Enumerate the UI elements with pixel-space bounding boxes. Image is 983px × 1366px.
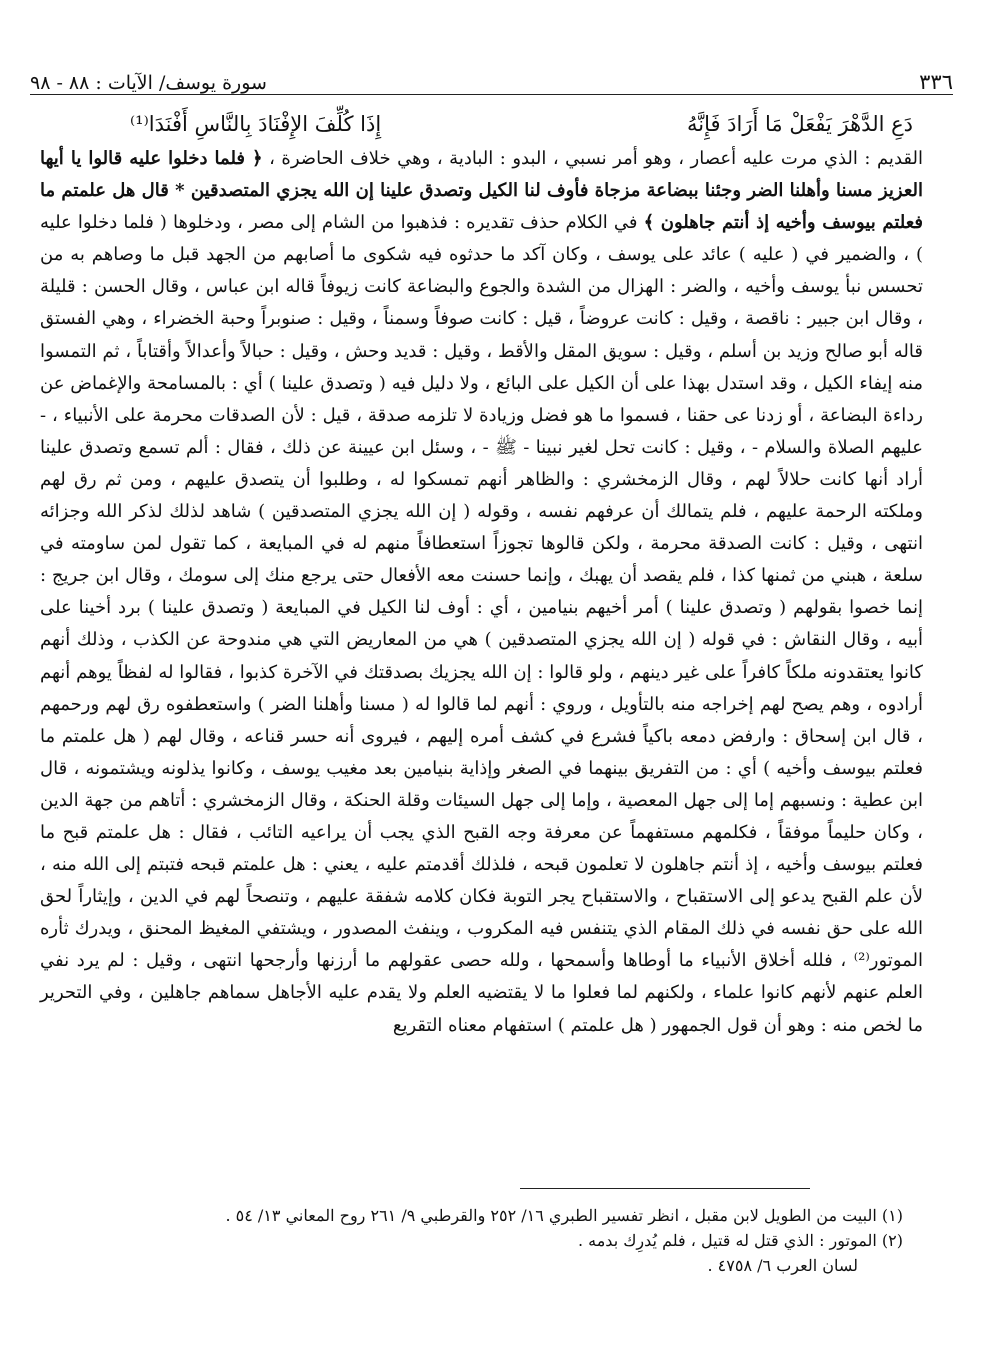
commentary-text (40, 143, 923, 1042)
page-header (30, 58, 953, 95)
footnotes (80, 1203, 903, 1278)
commentary-paragraph (40, 143, 923, 1042)
poetry-verse (130, 104, 913, 144)
verse-hemistich-second: إِذَا كُلِّفَ الإِفْنَادَ بِالنَّاسِ أَفْنَدَا⁽¹⁾ (130, 112, 382, 136)
text-segment-main: في الكلام حذف تقديره : فذهبوا من الشام إلى مصر ، ودخلوها ( فلما دخلوا عليه ) ، والضمير في ( عليه ) عائد على يوسف ، وكان آكد ما حدثوه فيه شكوى ما أصابهم من الجهد قبل ما وصاهم به من تحسس نبأ يوسف وأخيه ، والضر : الهزال من الشدة والجوع والبضاعة كانت زيوفاً قاله ابن عباس ، وقال الحسن : قليلة ، وقال ابن جبير : ناقصة ، وقيل : كانت عروضاً ، قيل : كانت صوفاً وسمناً ، وقيل : صنوبراً وحبة الخضراء ، وهي الفستق قاله أبو صالح وزيد بن أسلم ، وقيل : سويق المقل والأقط ، وقيل : قديد وحش ، وقيل : حبالاً وأعدالاً وأقتاباً ، ثم التمسوا منه إيفاء الكيل ، وقد استدل بهذا على أن الكيل على البائع ، ولا دليل فيه ( وتصدق علينا ) أي : بالمسامحة والإغماض عن رداءة البضاعة ، أو زدنا عى حقنا ، فسموا ما هو فضل وزيادة لا تلزمه صدقة ، قيل : لأن الصدقات محرمة على الأنبياء ، - عليهم الصلاة والسلام - ، وقيل : كانت تحل لغير نبينا - ﷺ - ، وسئل ابن عيينة عن ذلك ، فقال : ألم تسمع وتصدق علينا أراد أنها كانت حلالاً لهم ، وقال الزمخشري : والظاهر أنهم تمسكوا له ، وطلبوا أن يتصدق عليهم ، ومن ثم رق لهم وملكته الرحمة عليهم ، فلم يتمالك أن عرفهم نفسه ، وقوله ( إن الله يجزي المتصدقين ) شاهد لذلك لذكر الله وجزائه انتهى ، وقيل : كانت الصدقة محرمة ، ولكن قالوها تجوزاً استعطافاً منهم له في المبايعة ، كما تقول لمن ساومته في سلعة ، هبني من ثمنها كذا ، فلم يقصد أن يهبك ، وإنما حسنت معه الأفعال حتى يرجع منك إلى سومك ، وقال ابن جريج : إنما خصوا بقولهم ( وتصدق علينا ) أمر أخيهم بنيامين ، أي : أوف لنا الكيل في المبايعة ( وتصدق علينا ) برد أخينا على أبيه ، وقال النقاش : في قوله ( إن الله يجزي المتصدقين ) هي من المعاريض التي هي مندوحة عن الكذب ، وذلك أنهم كانوا يعتقدونه ملكاً كافراً على غير دينهم ، ولو قالوا : إن الله يجزيك بصدقتك في الآخرة كذبوا ، فقالوا له لفظاً يوهم أنهم أرادوه ، وهم يصح لهم إخراجه منه بالتأويل ، وروي : أنهم لما قالوا له ( مسنا وأهلنا الضر ) واستعطفوه رق لهم ورحمهم ، قال ابن إسحاق : وارفض دمعه باكياً فشرع في كشف أمره إليهم ، فيروى أنه حسر قناعه ، وقال لهم ( هل علمتم ما فعلتم بيوسف وأخيه ) أي : من التفريق بينهما في الصغر وإذاية بنيامين بعد مغيب يوسف ، وكانوا يذلونه ويشتمونه ، قال ابن عطية : ونسبهم إما إلى جهل المعصية ، وإما إلى جهل السيئات وقلة الحنكة ، وقال الزمخشري : أتاهم من جهة الدين ، وكان حليماً موفقاً ، فكلمهم مستفهماً عن معرفة وجه القبح الذي يجب أن يراعيه التائب ، فقال : هل علمتم قبح ما فعلتم بيوسف وأخيه ، إذ أنتم جاهلون لا تعلمون قبحه ، فلذلك أقدمتم عليه ، يعني : هل علمتم قبحه فتبتم إلى الله منه ، لأن علم القبح يدعو إلى الاستقباح ، والاستقباح يجر التوبة فكان كلامه شفقة عليهم ، وتنصحاً لهم في الدين ، وإيثاراً لحق الله على حق نفسه في ذلك المقام الذي يتنفس فيه المكروب ، وينفث المصدور ، ويشتفي المغيظ المحنق ، ويدرك ثأره الموتور⁽²⁾ ، فلله أخلاق الأنبياء ما أوطاها وأسمحها ، ولله حصى عقولهم ما أرزنها وأرجحها انتهى ، وقيل : لم يرد نفي العلم عنهم لأنهم كانوا علماء ، ولكنهم لما فعلوا ما لا يقتضيه العلم ولا يقدم عليه الأجاهل سماهم جاهلين ، وفي التحرير ما لخص منه : وهو أن قول الجمهور ( هل علمتم ) استفهام معناه التقريع (40, 212, 924, 1036)
page-number: ٣٣٦ (919, 70, 953, 94)
text-segment-intro: القديم : الذي مرت عليه أعصار ، وهو أمر نسبي ، البدو : البادية ، وهي خلاف الحاضرة ، (262, 148, 923, 169)
quran-verse-quote: ﴿ فلما دخلوا عليه قالوا يا أيها العزيز مسنا وأهلنا الضر وجئنا ببضاعة مزجاة فأوف لنا الكيل وتصدق علينا إن الله يجزي المتصدقين * قال هل علمتم ما فعلتم بيوسف وأخيه إذ أنتم جاهلون ﴾ (40, 148, 924, 234)
verse-hemistich-first: دَعِ الدَّهْرَ يَفْعَلْ مَا أَرَادَ فَإِنَّهُ (686, 112, 913, 136)
footnote-divider (520, 1188, 810, 1189)
footnote-2-continuation: لسان العرب ٦/ ٤٧٥٨ . (707, 1256, 858, 1275)
footnote-1: (١) البيت من الطويل لابن مقبل ، انظر تفسير الطبري ١٦/ ٢٥٢ والقرطبي ٩/ ٢٦١ روح المعاني ١٣/ ٥٤ . (225, 1206, 903, 1225)
footnote-2: (٢) الموتور : الذي قتل له قتيل ، فلم يُدرِك بدمه . (577, 1231, 903, 1250)
surah-title: سورة يوسف/ الآيات : ٨٨ - ٩٨ (30, 72, 267, 94)
